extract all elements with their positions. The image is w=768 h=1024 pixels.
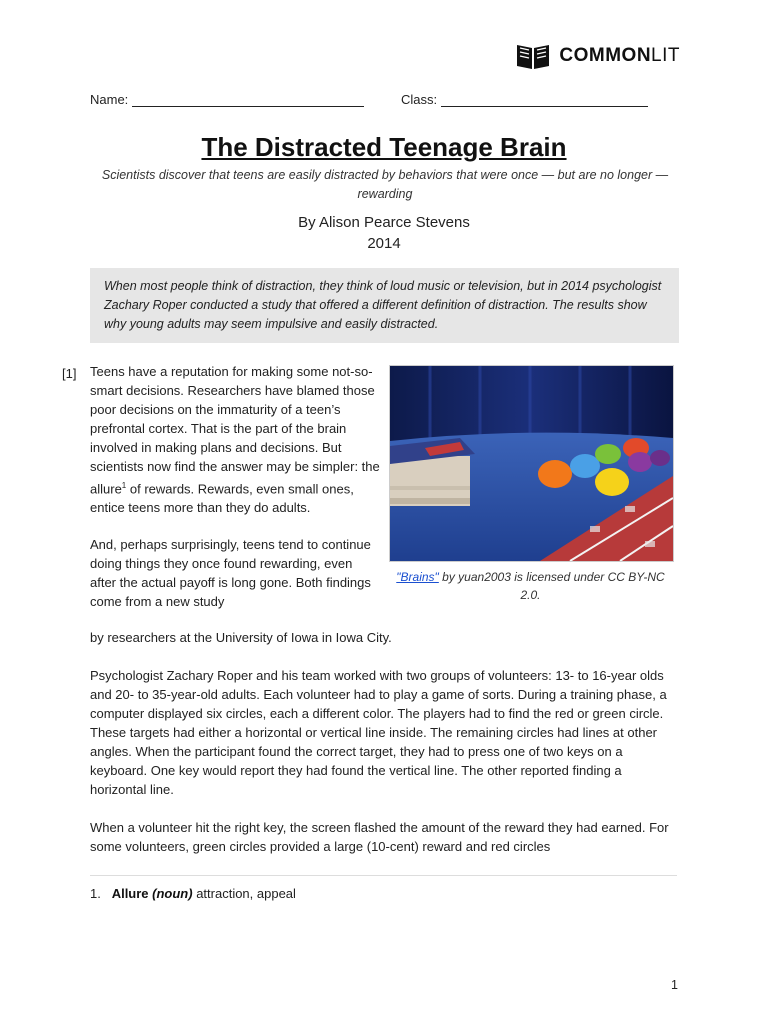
paragraph-4: When a volunteer hit the right key, the screen flashed the amount of the reward they had earned. For some volunteers, green circles provided a large (10-cent) reward and red circles [90,820,669,854]
book-icon [515,42,551,70]
name-line[interactable] [132,92,364,107]
paragraph-2-last-line: by researchers at the University of Iowa in Iowa City. [90,630,392,645]
logo-text: COMMONLIT [559,45,680,66]
class-field[interactable] [401,92,648,107]
footnote-divider [90,875,677,876]
class-line[interactable] [441,92,648,107]
paragraph-3: Psychologist Zachary Roper and his team worked with two groups of volunteers: 13- to 16-year olds and 20- to 35-year-old adults. Each volunteer had to play a game of sorts. During a training phase, a computer displayed six circles, each a different color. The players had to find the red or green circle. These targets had either a horizontal or vertical line inside. The remaining circles had lines at other angles. When the participant found the correct target, they had to press one of two keys on a keyboard. One key would report they had found the vertical line. The other reported finding a horizontal line. [90,668,667,797]
year: 2014 [367,235,401,252]
paragraph-number: [1] [62,366,77,381]
brains-photo [390,366,673,561]
footnote-1: 1. Allure (noun) attraction, appeal [90,886,296,901]
image-caption: "Brains" by yuan2003 is licensed under CC BY-NC 2.0. [396,570,665,602]
page-number: 1 [671,978,678,992]
article-image [389,365,674,562]
paragraph-2: And, perhaps surprisingly, teens tend to continue doing things they once found rewarding, even after the actual payoff is long gone. Both findings come from a new study [90,537,371,610]
footnote-ref[interactable]: 1 [121,481,127,490]
name-field[interactable] [90,92,364,107]
class-label: Class: [401,92,438,107]
commonlit-logo [515,42,680,70]
left-column [90,362,380,629]
intro-box: When most people think of distraction, they think of loud music or television, but in 2014 psychologist Zachary Roper conducted a study that offered a different definition of distraction. The results show why young adults may seem impulsive and easily distracted. [90,268,679,343]
article-subtitle: Scientists discover that teens are easily distracted by behaviors that were once — but are no longer — rewarding [101,168,669,201]
caption-link[interactable]: "Brains" [396,570,439,584]
article-title: The Distracted Teenage Brain [201,132,567,162]
paragraph-1: Teens have a reputation for making some not-so-smart decisions. Researchers have blamed those poor decisions on the immaturity of a teen’s prefrontal cortex. That is the part of the brain involved in making plans and decisions. But scientists now find the answer may be simpler: the allure$^1$ of rewards. Rewards, even small ones, entice teens more than they do adults. [90,364,380,516]
author: By Alison Pearce Stevens [298,214,470,231]
byline [0,212,768,254]
name-label: Name: [90,92,129,107]
